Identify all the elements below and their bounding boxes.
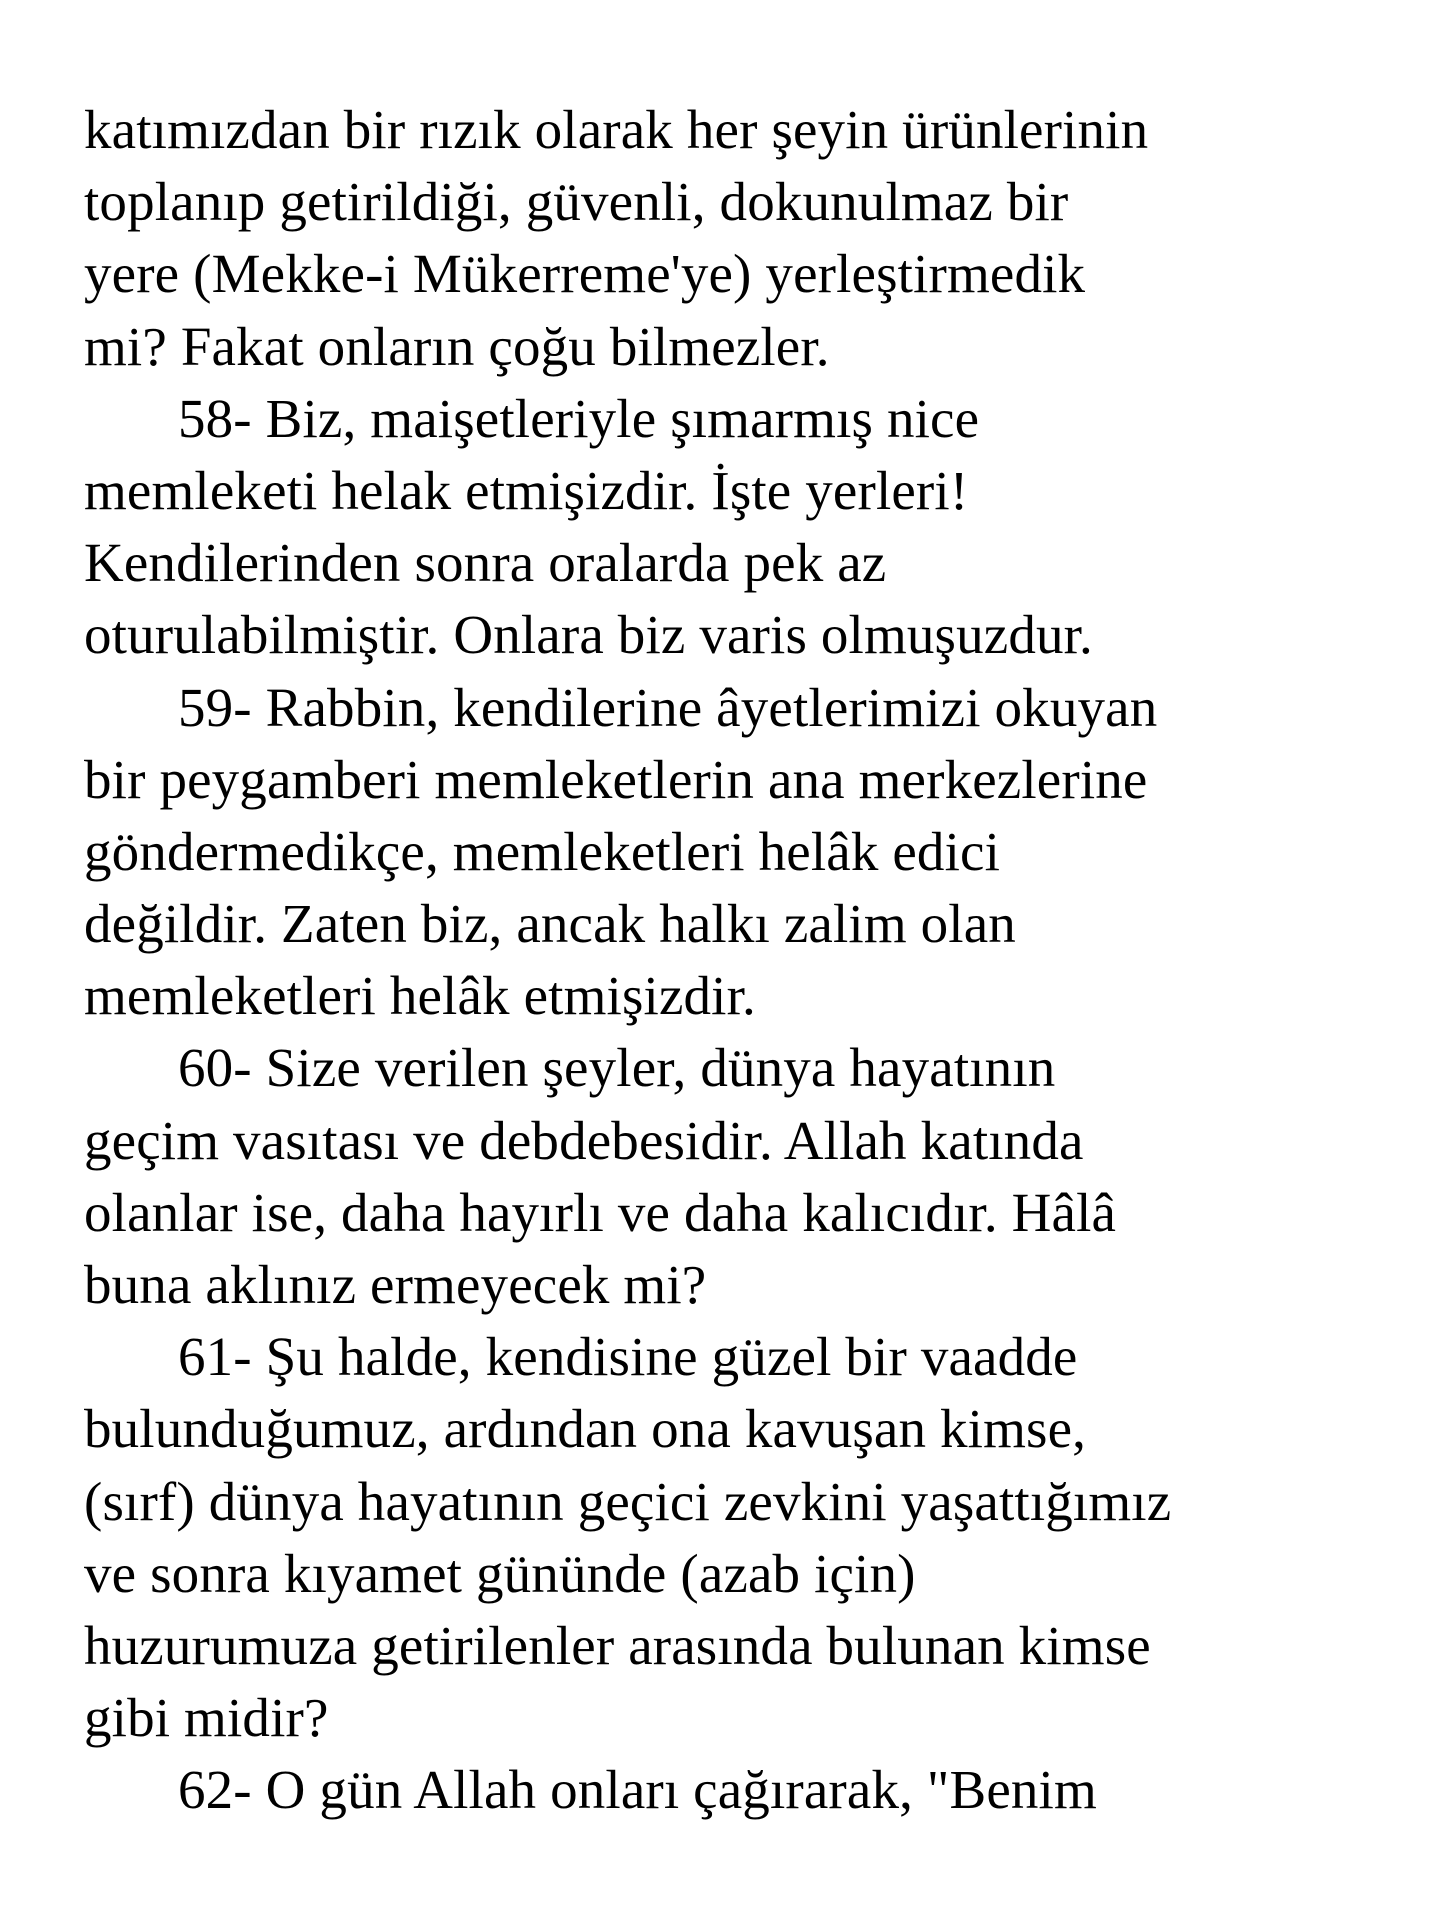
text-line: toplanıp getirildiği, güvenli, dokunulmaz bir [84,171,1069,233]
text-line: katımızdan bir rızık olarak her şeyin ürünlerinin [84,99,1149,160]
verse-59-start: 59- Rabbin, kendilerine âyetlerimizi okuyan [178,676,1158,738]
text-line: ve sonra kıyamet gününde (azab için) [84,1542,916,1604]
verse-61-start: 61- Şu halde, kendisine güzel bir vaadde [178,1326,1078,1388]
text-line: Kendilerinden sonra oralarda pek az [84,532,887,594]
text-line: göndermedikçe, memleketleri helâk edici [84,820,1001,882]
verse-60-start: 60- Size verilen şeyler, dünya hayatının [178,1037,1056,1099]
text-line: geçim vasıtası ve debdebesidir. Allah katında [84,1109,1084,1171]
text-line: bir peygamberi memleketlerin ana merkezlerine [84,748,1148,810]
body-text [84,94,1424,1827]
verse-58-start: 58- Biz, maişetleriyle şımarmış nice [178,387,980,449]
text-line: buna aklınız ermeyecek mi? [84,1254,707,1315]
text-line: huzurumuza getirilenler arasında bulunan kimse [84,1614,1151,1676]
verse-62-start: 62- O gün Allah onları çağırarak, "Benim [178,1759,1097,1821]
text-line: memleketleri helâk etmişizdir. [84,965,756,1027]
text-line: gibi midir? [84,1687,329,1749]
text-line: oturulabilmiştir. Onlara biz varis olmuşuzdur. [84,604,1093,666]
text-line: olanlar ise, daha hayırlı ve daha kalıcıdır. Hâlâ [84,1181,1117,1243]
text-line: bulunduğumuz, ardından ona kavuşan kimse, [84,1398,1087,1460]
text-line: mi? Fakat onların çoğu bilmezler. [84,315,830,377]
text-line: (sırf) dünya hayatının geçici zevkini yaşattığımız [84,1470,1172,1532]
text-line: yere (Mekke-i Mükerreme'ye) yerleştirmedik [84,243,1086,305]
text-line: memleketi helak etmişizdir. İşte yerleri! [84,459,969,521]
text-line: değildir. Zaten biz, ancak halkı zalim olan [84,893,1016,955]
